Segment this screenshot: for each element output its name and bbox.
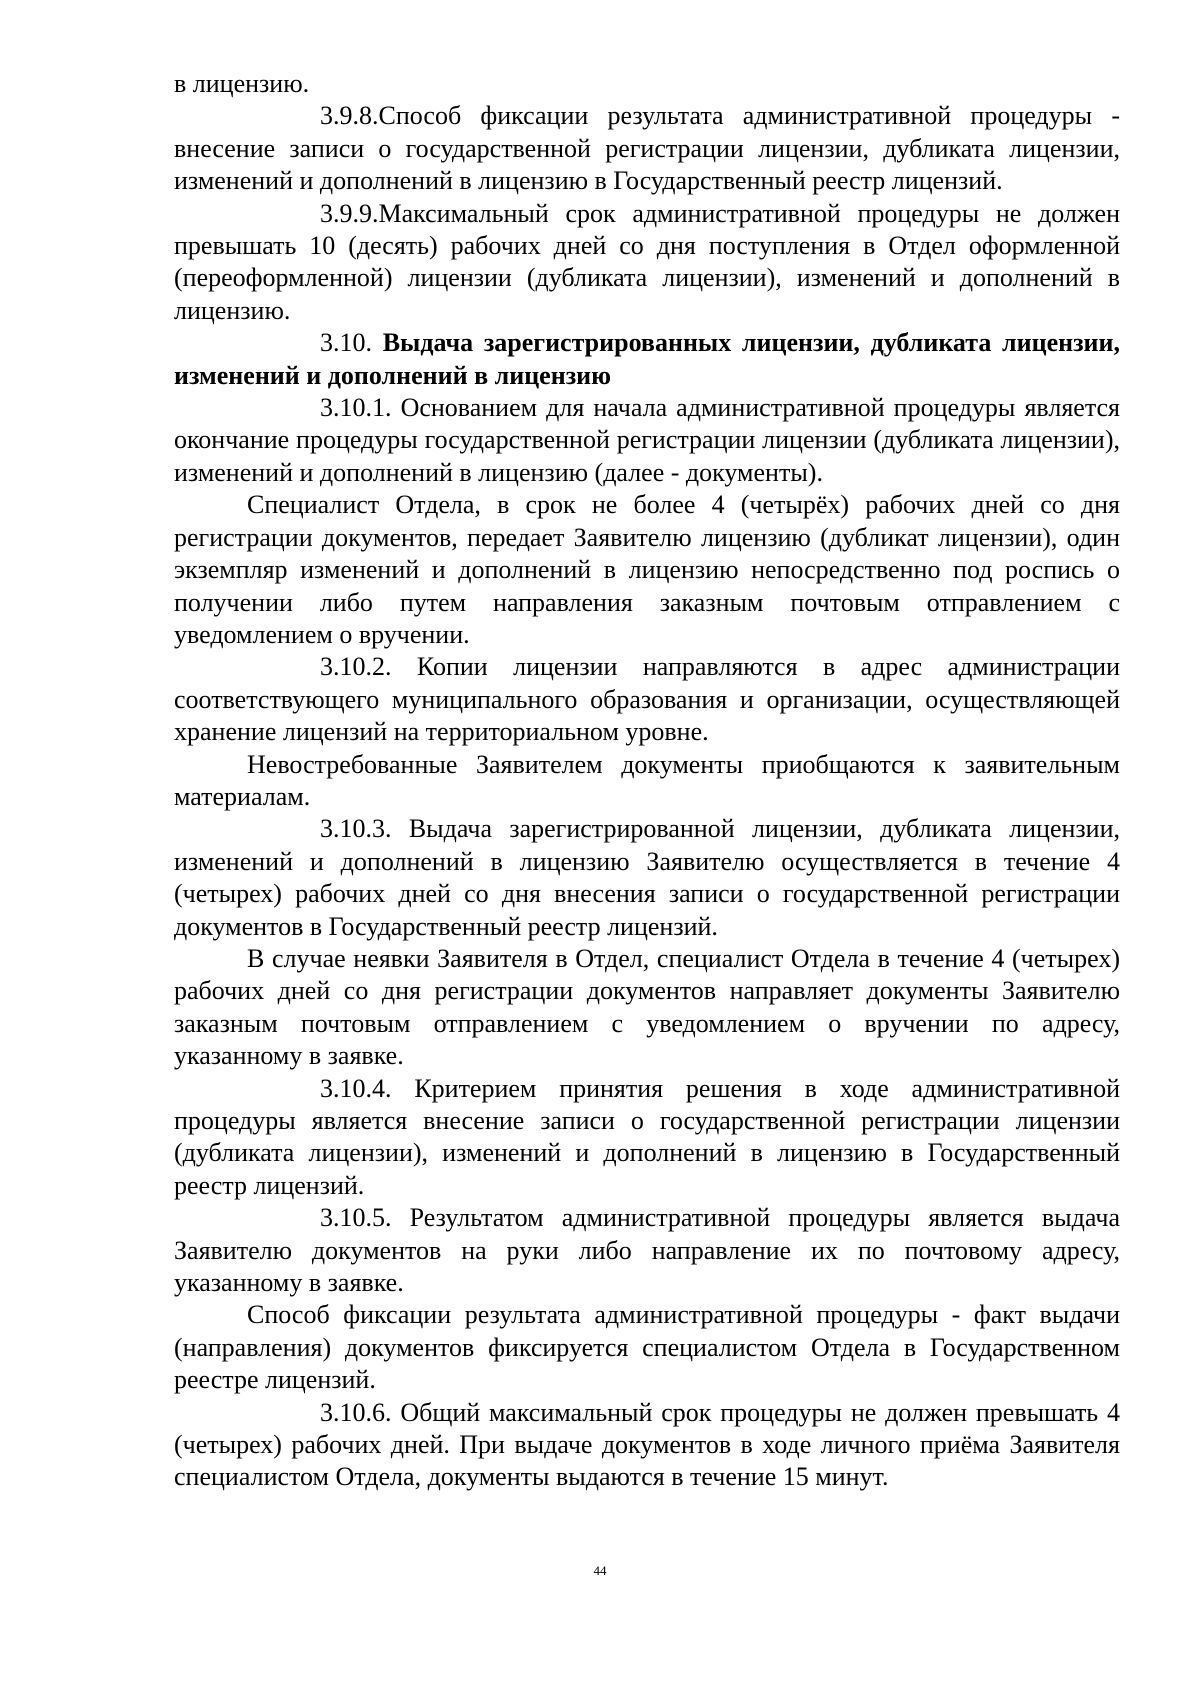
page-number: 44	[593, 1563, 607, 1578]
paragraph-number: 3.9.8.	[320, 101, 379, 131]
paragraph-text: Способ фиксации результата административной процедуры - внесение записи о государственной регистрации лицензии, дубликата лицензии, изменений и дополнений в лицензию в Государственный реестр лицензий.	[174, 101, 1120, 196]
paragraph-non-appearance	[174, 943, 1120, 1073]
paragraph-number: 3.10.4.	[320, 1073, 392, 1103]
paragraph-3-10-1	[174, 392, 1120, 489]
paragraph-text: в лицензию.	[174, 69, 310, 98]
paragraph-text: Основанием для начала административной процедуры является окончание процедуры государственной регистрации лицензии (дубликата лицензии), изменений и дополнений в лицензию (далее - документы).	[174, 393, 1120, 487]
paragraph-3-10-5	[174, 1202, 1120, 1299]
paragraph-number: 3.10.2.	[320, 652, 392, 682]
paragraph-number: 3.9.9.	[320, 198, 379, 228]
paragraph-3-10-6	[174, 1397, 1120, 1494]
section-heading-text: Выдача зарегистрированных лицензии, дубликата лицензии, изменений и дополнений в лицензию	[174, 328, 1121, 390]
paragraph-text: Максимальный срок административной процедуры не должен превышать 10 (десять) рабочих дней со дня поступления в Отдел оформленной (переоформленной) лицензии (дубликата лицензии), изменений и дополнений в лицензию.	[174, 198, 1120, 325]
paragraph-number: 3.10.1.	[320, 393, 392, 423]
section-number: 3.10.	[320, 328, 372, 358]
paragraph-unclaimed-documents	[174, 749, 1120, 814]
paragraph-number: 3.10.3.	[320, 814, 392, 844]
paragraph-number: 3.10.6.	[320, 1397, 392, 1427]
paragraph-text: Общий максимальный срок процедуры не должен превышать 4 (четырех) рабочих дней. При выдаче документов в ходе личного приёма Заявителя специалистом Отдела, документы выдаются в течение 15 минут.	[174, 1397, 1120, 1492]
paragraph-3-9-9	[174, 198, 1120, 328]
paragraph-text: Результатом административной процедуры является выдача Заявителю документов на руки либо направление их по почтовому адресу, указанному в заявке.	[174, 1203, 1120, 1298]
paragraph-specialist-transfer	[174, 489, 1120, 651]
paragraph-3-9-8	[174, 100, 1120, 197]
paragraph-text: Копии лицензии направляются в адрес администрации соответствующего муниципального образования и организации, осуществляющей хранение лицензий на территориальном уровне.	[174, 652, 1120, 747]
paragraph-text: Специалист Отдела, в срок не более 4 (четырёх) рабочих дней со дня регистрации документов, передает Заявителю лицензию (дубликат лицензии), один экземпляр изменений и дополнений в лицензию непосредственно под роспись о получении либо путем направления заказным почтовым отправлением с уведомлением о вручении.	[174, 490, 1120, 649]
paragraph-continuation	[174, 68, 1120, 100]
paragraph-fixation-method	[174, 1299, 1120, 1396]
paragraph-text: В случае неявки Заявителя в Отдел, специалист Отдела в течение 4 (четырех) рабочих дней со дня регистрации документов направляет документы Заявителю заказным почтовым отправлением с уведомлением о вручении по адресу, указанному в заявке.	[174, 943, 1120, 1071]
document-body	[174, 68, 1120, 1494]
paragraph-text: Невостребованные Заявителем документы приобщаются к заявительным материалам.	[174, 749, 1120, 811]
paragraph-text: Критерием принятия решения в ходе административной процедуры является внесение записи о государственной регистрации лицензии (дубликата лицензии), изменений и дополнений в лицензию в Государственный реестр лицензий.	[174, 1073, 1120, 1200]
section-heading-3-10	[174, 327, 1120, 392]
paragraph-3-10-2	[174, 651, 1120, 748]
paragraph-number: 3.10.5.	[320, 1203, 392, 1233]
paragraph-text: Выдача зарегистрированной лицензии, дубликата лицензии, изменений и дополнений в лицензию Заявителю осуществляется в течение 4 (четырех) рабочих дней со дня внесения записи о государственной регистрации документов в Государственный реестр лицензий.	[174, 814, 1121, 941]
paragraph-text: Способ фиксации результата административной процедуры - факт выдачи (направления) документов фиксируется специалистом Отдела в Государственном реестре лицензий.	[174, 1300, 1120, 1395]
paragraph-3-10-3	[174, 813, 1120, 943]
paragraph-3-10-4	[174, 1073, 1120, 1203]
